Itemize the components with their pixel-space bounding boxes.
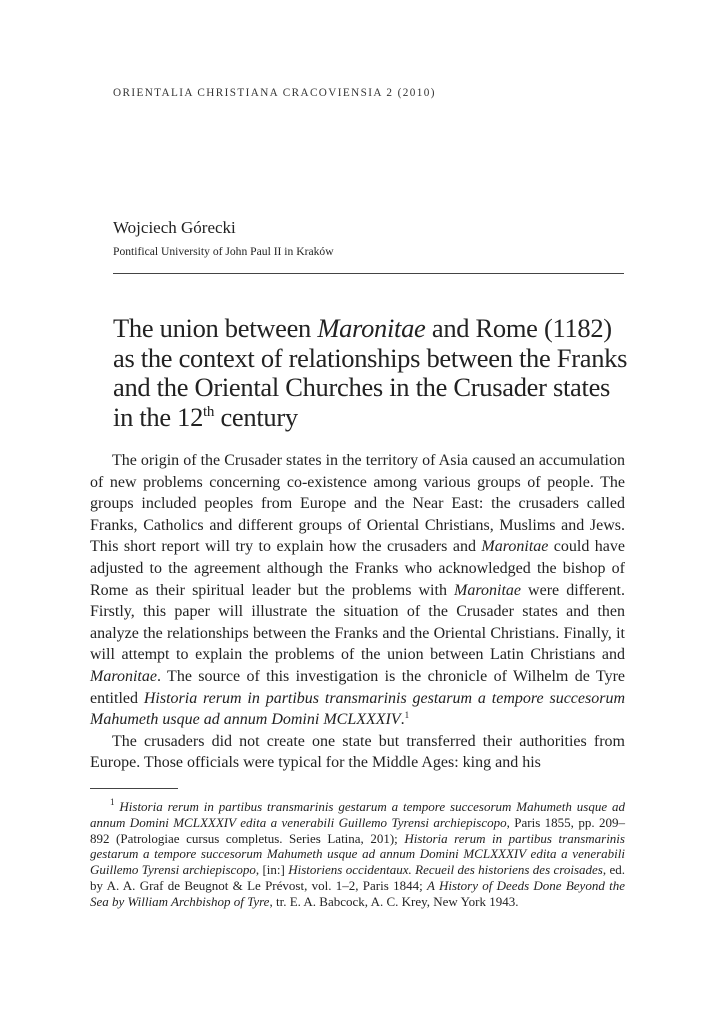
- p1-text-1: The origin of the Crusader states in the territory of Asia caused an accumulation of new problems concerning co-existence among various groups of people. The groups included peoples from Europe and the Near East: the crusaders called Franks, Catholics and different groups of Oriental Christians, Muslims and Jews. This short report will try to explain how the crusaders and: [90, 452, 625, 556]
- p1-italic-2: Maronitae: [454, 581, 521, 599]
- fn-text-4: , tr. E. A. Babcock, A. C. Krey, New York 1943.: [269, 893, 519, 909]
- p1-italic-3: Maronitae: [90, 667, 157, 685]
- p1-italic-4: Historia rerum in partibus transmarinis gestarum a tempore succesorum Mahumeth usque ad annum Domini MCLXXXIV: [90, 689, 626, 729]
- footnote-number: 1: [110, 797, 115, 807]
- p1-italic-1: Maronitae: [481, 538, 549, 556]
- title-italic-maronitae: Maronitae: [317, 313, 426, 343]
- fn-italic-1: Historia rerum in partibus transmarinis gestarum a tempore succesorum Mahumeth usque ad annum Domini MCLXXXIV edita a venerabili Guillemo Tyrensi archiepiscopo: [90, 799, 626, 830]
- fn-text-1: , Paris 1855, pp. 209–892 (Patrologiae cursus completus. Series Latina, 201);: [90, 814, 625, 846]
- paragraph-1: [90, 450, 625, 731]
- article-title: [113, 314, 633, 432]
- paragraph-2: The crusaders did not create one state but transferred their authorities from Europe. Those officials were typical for the Middle Ages: king and his: [90, 732, 625, 772]
- title-text-3: century: [214, 401, 298, 432]
- fn-text-3: , ed. by A. A. Graf de Beugnot & Le Prévost, vol. 1–2, Paris 1844;: [90, 862, 625, 893]
- footnote-1: [90, 799, 625, 910]
- author-name: Wojciech Górecki: [113, 218, 236, 237]
- header-divider: [113, 273, 624, 274]
- article-body: [90, 450, 625, 774]
- title-text-1: The union between: [113, 313, 318, 343]
- footnote-reference[interactable]: 1: [404, 710, 410, 721]
- fn-italic-2: Historia rerum in partibus transmarinis gestarum a tempore succesorum Mahumeth usque ad annum Domini MCLXXXIV edita a venerabili Guillemo Tyrensi archiepiscopo: [90, 830, 625, 878]
- p1-text-4: . The source of this investigation is the chronicle of Wilhelm de Tyre entitled: [90, 667, 625, 707]
- author-affiliation: Pontifical University of John Paul II in Kraków: [113, 245, 334, 258]
- fn-italic-3: Historiens occidentaux. Recueil des historiens des croisades: [288, 862, 603, 878]
- fn-italic-4: A History of Deeds Done Beyond the Sea by William Archbishop of Tyre: [90, 877, 625, 909]
- running-header: ORIENTALIA CHRISTIANA CRACOVIENSIA 2 (2010): [113, 87, 436, 99]
- footnote-divider: [90, 788, 178, 789]
- title-superscript: th: [203, 403, 215, 420]
- title-text-2: and Rome (1182) as the context of relationships between the Franks and the Oriental Churches in the Crusader states in the 12: [113, 313, 628, 432]
- p1-text-2: could have adjusted to the agreement although the Franks who acknowledged the bishop of Rome as their spiritual leader but the problems with: [90, 538, 626, 599]
- fn-text-2: , [in:]: [255, 862, 289, 878]
- p1-text-3: were different. Firstly, this paper will illustrate the situation of the Crusader states and then analyze the relationships between the Franks and the Oriental Christians. Finally, it will attempt to explain the problems of the union between Latin Christians and: [90, 581, 626, 664]
- p1-text-5: .: [400, 711, 405, 729]
